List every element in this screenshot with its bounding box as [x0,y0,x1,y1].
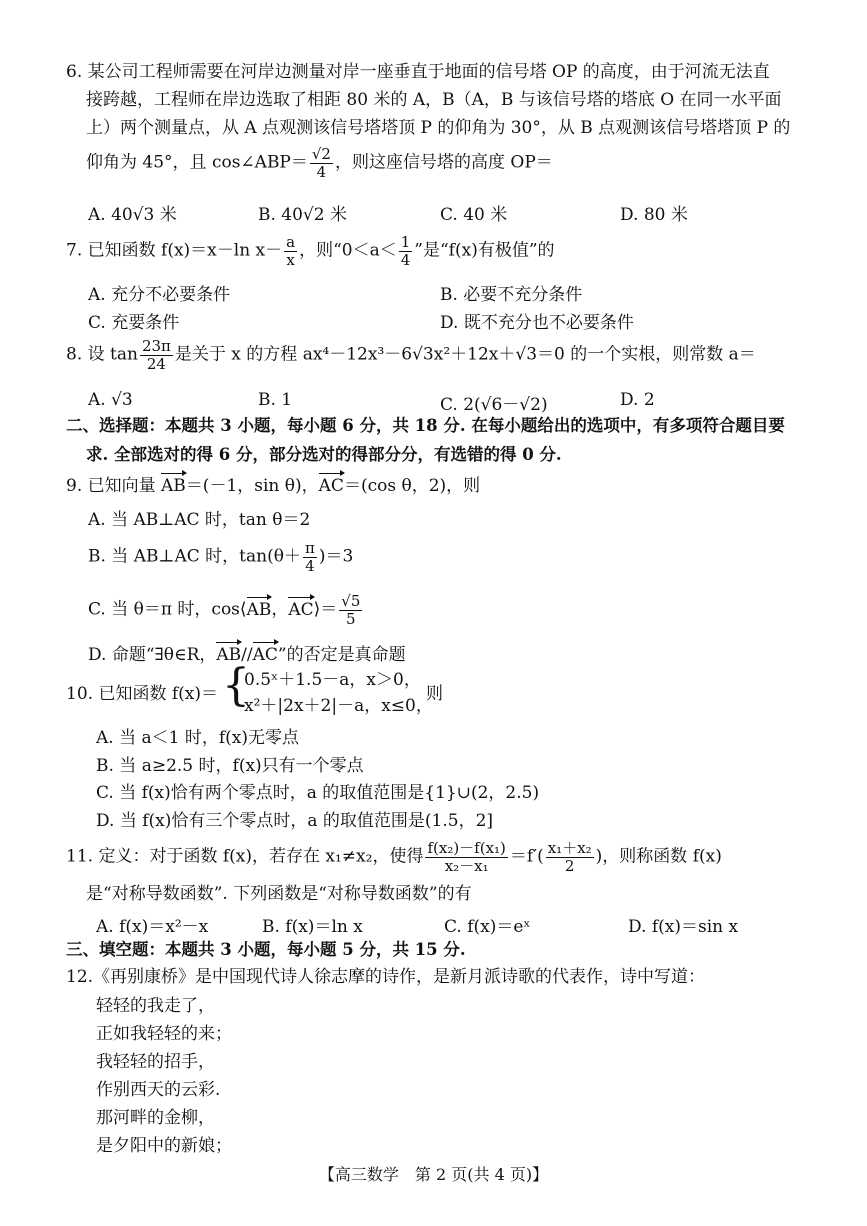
q11-line1b: ＝f′( [509,846,544,867]
q7-option-a: A. 充分不必要条件 [88,285,231,305]
q6-line4b: ，则这座信号塔的高度 OP＝ [334,152,553,173]
q11-option-a: A. f(x)＝x²－x [96,917,209,937]
q6-option-a: A. 40√3 米 [88,205,177,225]
q10-option-a: A. 当 a＜1 时，f(x)无零点 [96,728,299,748]
q9-optC-vector-ab: AB [246,599,272,620]
q9-stem [66,476,480,496]
q10-brace: { [222,660,250,711]
poem-line-6: 是夕阳中的新娘； [96,1136,232,1156]
q7-option-c: C. 充要条件 [88,313,180,333]
q11-option-d: D. f(x)＝sin x [628,917,739,937]
q11-line1 [66,840,722,874]
q9-optB-c: )＝3 [318,546,354,567]
section3-line1: 三、填空题：本题共 3 小题，每小题 5 分，共 15 分. [66,940,466,959]
q10-case1: 0.5ˣ＋1.5－a，x＞0， [244,670,421,690]
q9-optD-parallel: // [241,645,253,665]
q8-line1a: 8. 设 tan [66,344,138,365]
q9-option-a: A. 当 AB⊥AC 时，tan θ＝2 [88,510,311,530]
q6-option-c: C. 40 米 [440,205,508,225]
q7-line1b: ，则“0＜a＜ [299,240,397,261]
q11-line1a: 11. 定义：对于函数 f(x)，若存在 x₁≠x₂，使得 [66,846,424,867]
q8-option-c: C. 2(√6－√2) [440,395,548,415]
q9-stem-a: 9. 已知向量 [66,476,162,496]
q6-frac-den: 4 [316,162,327,181]
q10-option-d: D. 当 f(x)恰有三个零点时，a 的取值范围是(1.5，2] [96,811,494,831]
q9-optD-vector-ab: AB [216,645,242,665]
poem-line-2: 正如我轻轻的来； [96,1024,232,1044]
q11-frac-den: x₂－x₁ [444,856,489,875]
vector-ac: AC [318,476,344,496]
q11-option-b: B. f(x)＝ln x [262,917,363,937]
q7-frac2-num: 1 [400,233,411,251]
q10-option-b: B. 当 a≥2.5 时，f(x)只有一个零点 [96,756,364,776]
q11-frac2-num: x₁＋x₂ [547,839,592,857]
q11-option-c: C. f(x)＝eˣ [444,917,531,937]
q9-optC-frac-den: 5 [346,609,356,628]
q8-frac-num: 23π [141,337,171,355]
q8-option-a: A. √3 [88,390,133,410]
q6-frac-num: √2 [311,145,331,163]
q9-optC-a: C. 当 θ＝π 时，cos⟨ [88,599,247,620]
q9-optD-vector-ac: AC [252,645,278,665]
q11-frac-num: f(x₂)－f(x₁) [427,839,506,857]
vector-ab: AB [161,476,186,496]
q7-line1c: ”是“f(x)有极值”的 [414,240,555,261]
q9-optD-a: D. 命题“∃θ∈R， [88,645,217,665]
q9-optB-b: (θ＋ [267,546,301,567]
q9-optC-vector-ac: AC [288,599,314,620]
q10-stem-b: 则 [426,684,443,704]
q9-stem-b: ＝(－1，sin θ)， [185,476,319,496]
section2-line1: 二、选择题：本题共 3 小题，每小题 6 分，共 18 分. 在每小题给出的选项中，有多项符合题目要 [66,416,785,435]
q11-line2: 是“对称导数函数”. 下列函数是“对称导数函数”的有 [86,884,472,904]
q9-stem-c: ＝(cos θ，2)，则 [343,476,481,496]
q9-option-b [88,540,353,574]
q7-line1 [66,234,555,268]
q9-optB-frac-den: 4 [305,556,315,575]
q7-option-d: D. 既不充分也不必要条件 [440,313,634,333]
q10-stem-a: 10. 已知函数 f(x)＝ [66,684,218,704]
q8-option-d: D. 2 [620,390,655,410]
q11-fraction-diff [425,840,507,874]
q9-optC-b: ⟩＝ [313,599,338,620]
q11-line1c: )，则称函数 f(x) [595,846,722,867]
q7-option-b: B. 必要不充分条件 [440,285,583,305]
q9-optB-a: B. 当 AB⊥AC 时，tan [88,546,268,567]
q12-line1: 12.《再别康桥》是中国现代诗人徐志摩的诗作，是新月派诗歌的代表作，诗中写道： [66,967,706,987]
q7-line1a: 7. 已知函数 f(x)＝x－ln x－ [66,240,283,261]
q6-option-b: B. 40√2 米 [258,205,347,225]
q9-optB-frac-num: π [304,539,315,557]
q8-option-b: B. 1 [258,390,293,410]
poem-line-3: 我轻轻的招手， [96,1052,215,1072]
q6-option-d: D. 80 米 [620,205,688,225]
page-footer: 【高三数学 第 2 页(共 4 页)】 [318,1165,549,1184]
q6-line4a: 仰角为 45°，且 cos∠ABP＝ [86,152,308,173]
q9-option-c [88,593,364,627]
q9-optC-frac-num: √5 [341,592,361,610]
section2-line2: 求. 全部选对的得 6 分，部分选对的得部分分，有选错的得 0 分. [86,445,562,464]
poem-line-1: 轻轻的我走了， [96,996,215,1016]
q9-optC-fraction [339,593,362,627]
q8-fraction [140,338,173,372]
q8-line1b: 是关于 x 的方程 ax⁴－12x³－6√3x²＋12x＋√3＝0 的一个实根，则常数 a＝ [174,344,756,365]
q7-frac1-num: a [286,233,296,251]
q10-option-c: C. 当 f(x)恰有两个零点时，a 的取值范围是{1}∪(2，2.5) [96,783,540,803]
q8-line1 [66,338,756,372]
q9-optC-sep: ， [271,599,289,620]
q6-line4 [86,146,553,180]
q10-case2: x²＋|2x＋2|－a，x≤0， [244,696,433,716]
q7-fraction-quarter [399,234,413,268]
poem-line-4: 作别西天的云彩. [96,1080,221,1100]
poem-line-5: 那河畔的金柳， [96,1108,215,1128]
q11-fraction-mid [546,840,594,874]
q7-frac2-den: 4 [400,250,411,269]
q9-optD-b: ”的否定是真命题 [277,645,406,665]
q6-line3: 上）两个测量点，从 A 点观测该信号塔塔顶 P 的仰角为 30°，从 B 点观测该信号塔塔顶 P 的 [86,118,791,138]
q8-frac-den: 24 [146,354,166,373]
q6-line1: 6. 某公司工程师需要在河岸边测量对岸一座垂直于地面的信号塔 OP 的高度，由于河流无法直 [66,62,770,82]
q7-fraction-a-x [284,234,297,268]
q7-frac1-den: x [286,250,295,269]
q9-optB-fraction [303,540,317,574]
q11-frac2-den: 2 [564,856,575,875]
q6-line2: 接跨越，工程师在岸边选取了相距 80 米的 A，B（A，B 与该信号塔的塔底 O 在同一水平面 [86,90,782,110]
q6-fraction [310,146,333,180]
